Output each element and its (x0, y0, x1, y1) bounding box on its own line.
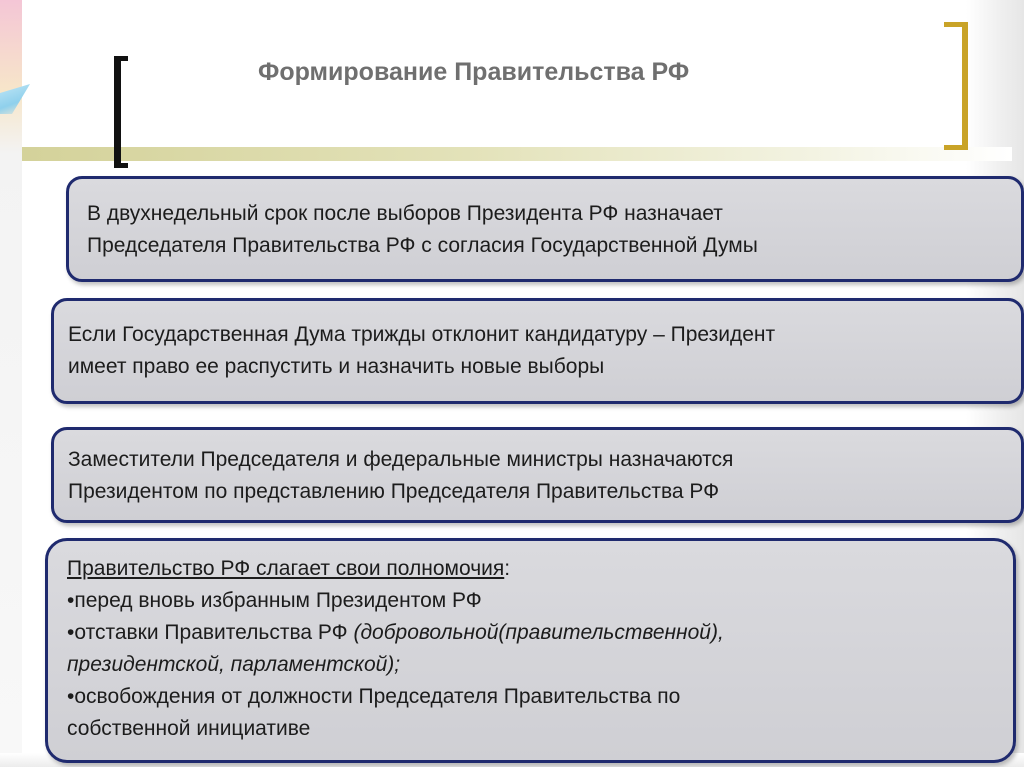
header-rule (22, 147, 1012, 161)
bullet-item: •перед вновь избранным Президентом РФ (67, 589, 482, 612)
left-bracket-decoration (114, 56, 128, 168)
resignation-heading: Правительство РФ слагает свои полномочия (67, 557, 505, 580)
text-line: Заместители Председателя и федеральные министры назначаются (68, 448, 734, 471)
text-line: имеет право ее распустить и назначить новые выборы (68, 355, 605, 378)
bullet-item: •освобождения от должности Председателя Правительства по (67, 685, 681, 708)
text-line: Президентом по представлению Председателя Правительства РФ (68, 480, 720, 503)
text-line: В двухнедельный срок после выборов Президента РФ назначает (87, 202, 723, 225)
text-box-duma-rejection (51, 298, 1024, 404)
bullet-italic-continuation: президентской, парламентской); (67, 653, 401, 676)
text-box-appointment (66, 176, 1024, 282)
bullet-item (67, 617, 1013, 649)
resignation-heading-colon: : (504, 557, 511, 580)
text-box-resignation (45, 538, 1016, 763)
bullet-text: •отставки Правительства РФ (67, 621, 354, 644)
bullet-italic-text: (добровольной(правительственной), (353, 621, 724, 644)
left-edge-decoration (0, 0, 22, 767)
text-line: Председателя Правительства РФ с согласия Государственной Думы (87, 234, 758, 257)
resignation-heading-line (67, 553, 1013, 585)
text-box-deputies (51, 427, 1024, 523)
right-bracket-decoration (944, 22, 968, 150)
bullet-continuation: собственной инициативе (67, 717, 311, 740)
text-line: Если Государственная Дума трижды отклонит кандидатуру – Президент (68, 323, 776, 346)
slide-title: Формирование Правительства РФ (258, 58, 690, 86)
